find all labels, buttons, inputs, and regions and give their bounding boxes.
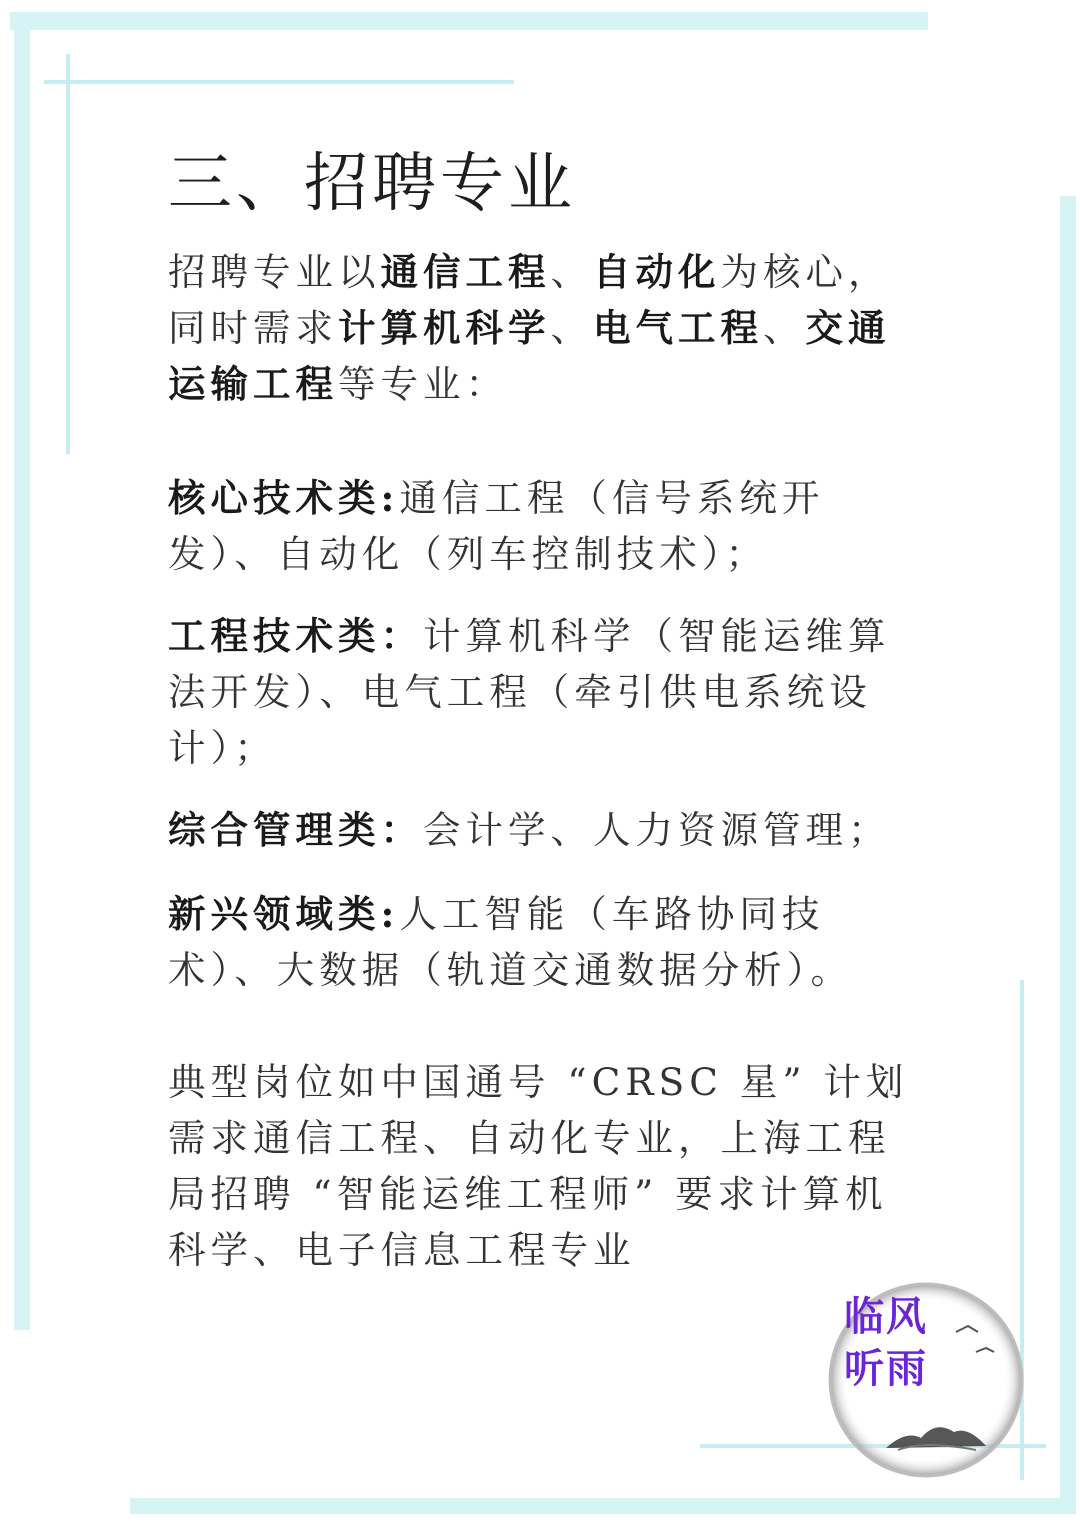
example-paragraph: 典型岗位如中国通号 “CRSC 星” 计划需求通信工程、自动化专业，上海工程局招聘 “智能运维工程师” 要求计算机科学、电子信息工程专业: [168, 1060, 909, 1272]
category-engineering: 工程技术类：计算机科学（智能运维算法开发）、电气工程（牵引供电系统设计）；: [168, 614, 891, 770]
category-emerging: 新兴领域类:人工智能（车路协同技术）、大数据（轨道交通数据分析）。: [168, 892, 853, 992]
stamp-text-line2: 听雨: [844, 1345, 928, 1392]
inner-line-top: [44, 80, 514, 84]
category-management: 综合管理类：会计学、人力资源管理；: [168, 808, 891, 852]
frame-top-border: [10, 12, 928, 30]
section-title: 三、招聘专业: [168, 147, 576, 221]
intro-paragraph: 招聘专业以通信工程、自动化为核心，同时需求计算机科学、电气工程、交通运输工程等专业：: [168, 250, 891, 406]
frame-right-border: [1060, 196, 1076, 1512]
frame-left-border: [14, 12, 30, 1330]
stamp-text-line1: 临风: [844, 1293, 928, 1340]
stamp-logo: [826, 1280, 1032, 1486]
frame-bottom-border: [130, 1498, 1076, 1514]
category-core: 核心技术类:通信工程（信号系统开发）、自动化（列车控制技术）；: [168, 476, 825, 576]
inner-line-left: [66, 54, 70, 454]
